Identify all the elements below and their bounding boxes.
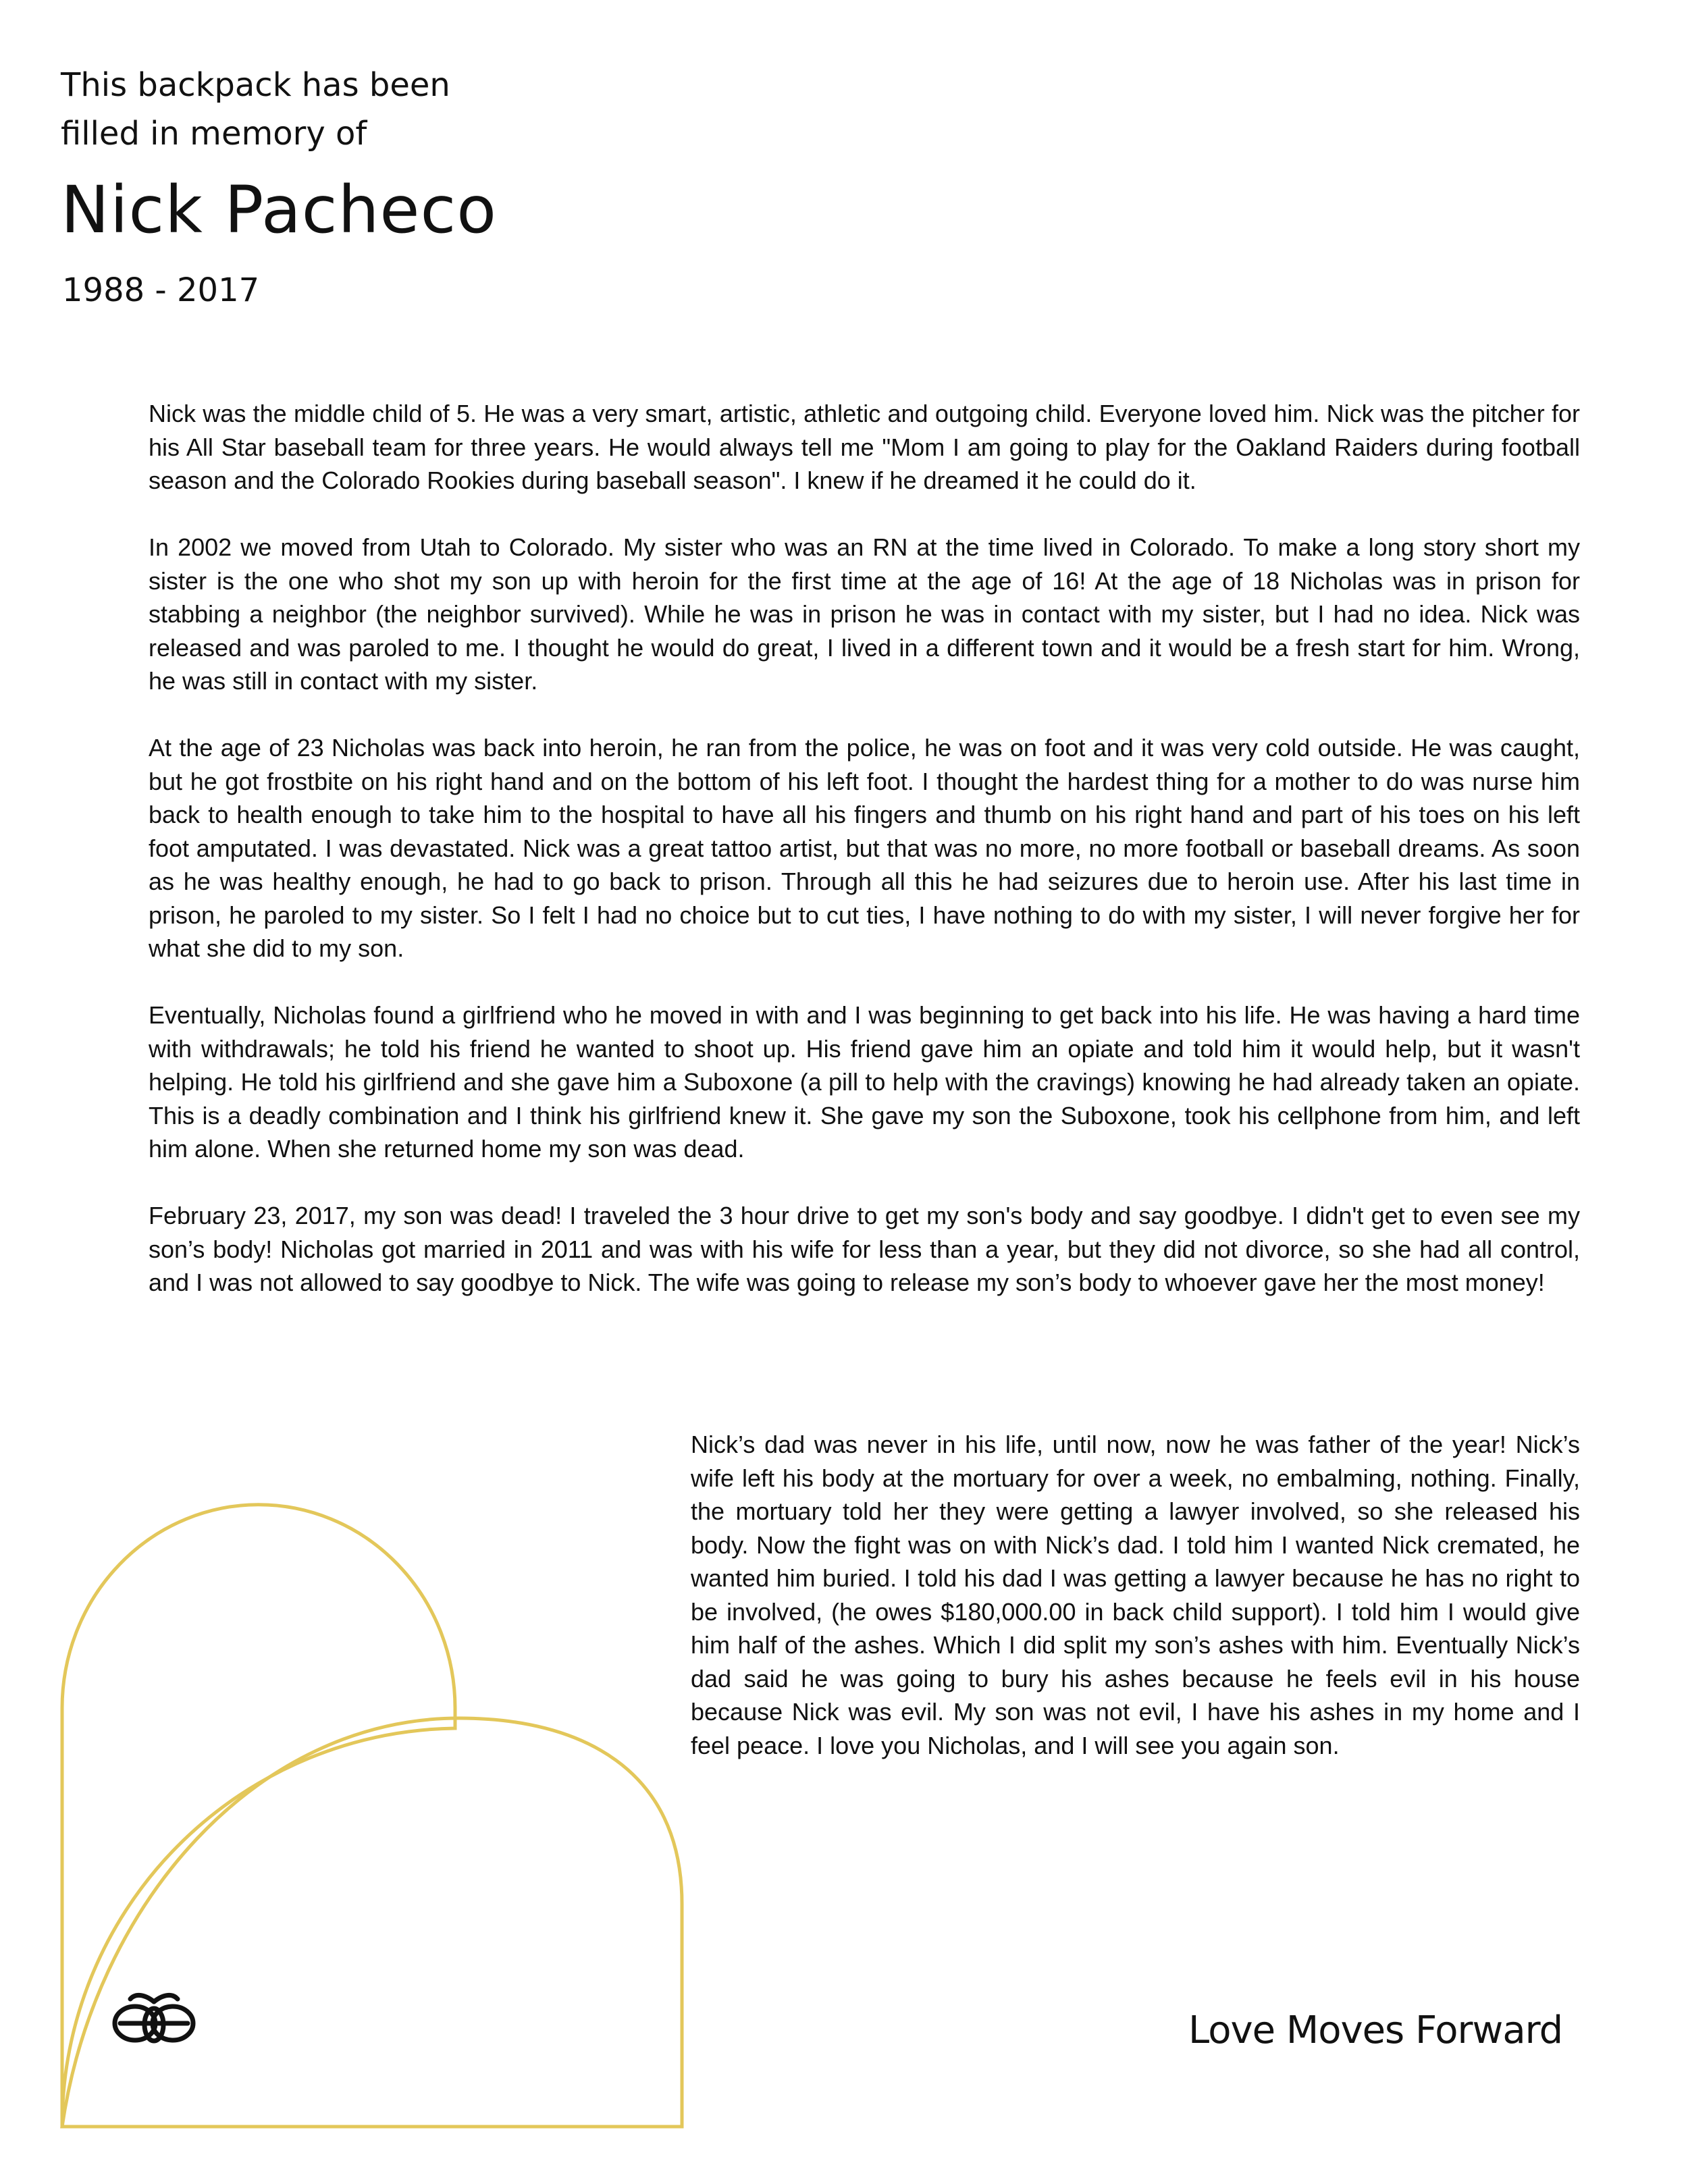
- story-paragraph-2: In 2002 we moved from Utah to Colorado. My sister who was an RN at the time lived in Colorado. To make a long story short my sister is the one who shot my son up with heroin for the first time at the age of 16! At the age of 18 Nicholas was in prison for stabbing a neighbor (the neighbor survived). While he was in prison he was in contact with my sister, but I had no idea. Nick was released and was paroled to me. I thought he would do great, I lived in a different town and it would be a fresh start for him. Wrong, he was still in contact with my sister.: [149, 533, 1580, 695]
- story-paragraph-3: At the age of 23 Nicholas was back into heroin, he ran from the police, he was on foot and it was very cold outside. He was caught, but he got frostbite on his right hand and on the bottom of his left foot. I thought the hardest thing for a mother to do was nurse him back to health enough to take him to the hospital to have all his fingers and thumb on his right hand and part of his toes on his left foot amputated. I was devastated. Nick was a great tattoo artist, but that was no more, no more football or baseball dreams. As soon as he was healthy enough, he had to go back to prison. Through all this he had seizures due to heroin use. After his last time in prison, he paroled to my sister. So I felt I had no choice but to cut ties, I have nothing to do with my sister, I will never forgive her for what she did to my son.: [149, 734, 1580, 962]
- intro-line-1: This backpack has been: [61, 66, 450, 104]
- story-paragraph-1: Nick was the middle child of 5. He was a very smart, artistic, athletic and outgoing child. Everyone loved him. Nick was the pitcher for his All Star baseball team for three years. He would always tell me "Mom I am going to play for the Oakland Raiders during football season and the Colorado Rookies during baseball season". I knew if he dreamed it he could do it.: [149, 400, 1580, 494]
- memorial-name: Nick Pacheco: [61, 172, 497, 248]
- story-paragraph-5: February 23, 2017, my son was dead! I traveled the 3 hour drive to get my son's body and say goodbye. I didn't get to even see my son’s body! Nicholas got married in 2011 and was with his wife for less than a year, but they did not divorce, so she had all control, and I was not allowed to say goodbye to Nick. The wife was going to release my son’s body to whoever gave her the most money!: [149, 1202, 1580, 1296]
- brand-tagline: Love Moves Forward: [1188, 2008, 1563, 2052]
- intro-line-2: filled in memory of: [61, 115, 367, 153]
- story-body: [149, 397, 1580, 1333]
- story-paragraph-4: Eventually, Nicholas found a girlfriend who he moved in with and I was beginning to get back into his life. He was having a hard time with withdrawals; he told his friend he wanted to shoot up. His friend gave him an opiate and told him it would help, but it wasn't helping. He told his girlfriend and she gave him a Suboxone (a pill to help with the cravings) knowing he had already taken an opiate. This is a deadly combination and I think his girlfriend knew it. She gave my son the Suboxone, took his cellphone from him, and left him alone. When she returned home my son was dead.: [149, 1001, 1580, 1163]
- bee-logo-icon: [107, 1981, 201, 2049]
- memorial-years: 1988 - 2017: [62, 271, 260, 309]
- memorial-intro: [61, 61, 533, 158]
- story-closing-paragraph: Nick’s dad was never in his life, until now, now he was father of the year! Nick’s wife left his body at the mortuary for over a week, no embalming, nothing. Finally, the mortuary told her they were getting a lawyer involved, so she released his body. Now the fight was on with Nick’s dad. I told him I wanted Nick cremated, he wanted him buried. I told his dad I was getting a lawyer because he has no right to be involved, (he owes $180,000.00 in back child support). I told him I would give him half of the ashes. Which I did split my son’s ashes with him. Eventually Nick’s dad said he was going to bury his ashes because he feels evil in his house because Nick was evil. My son was not evil, I have his ashes in my home and I feel peace. I love you Nicholas, and I will see you again son.: [691, 1431, 1580, 1759]
